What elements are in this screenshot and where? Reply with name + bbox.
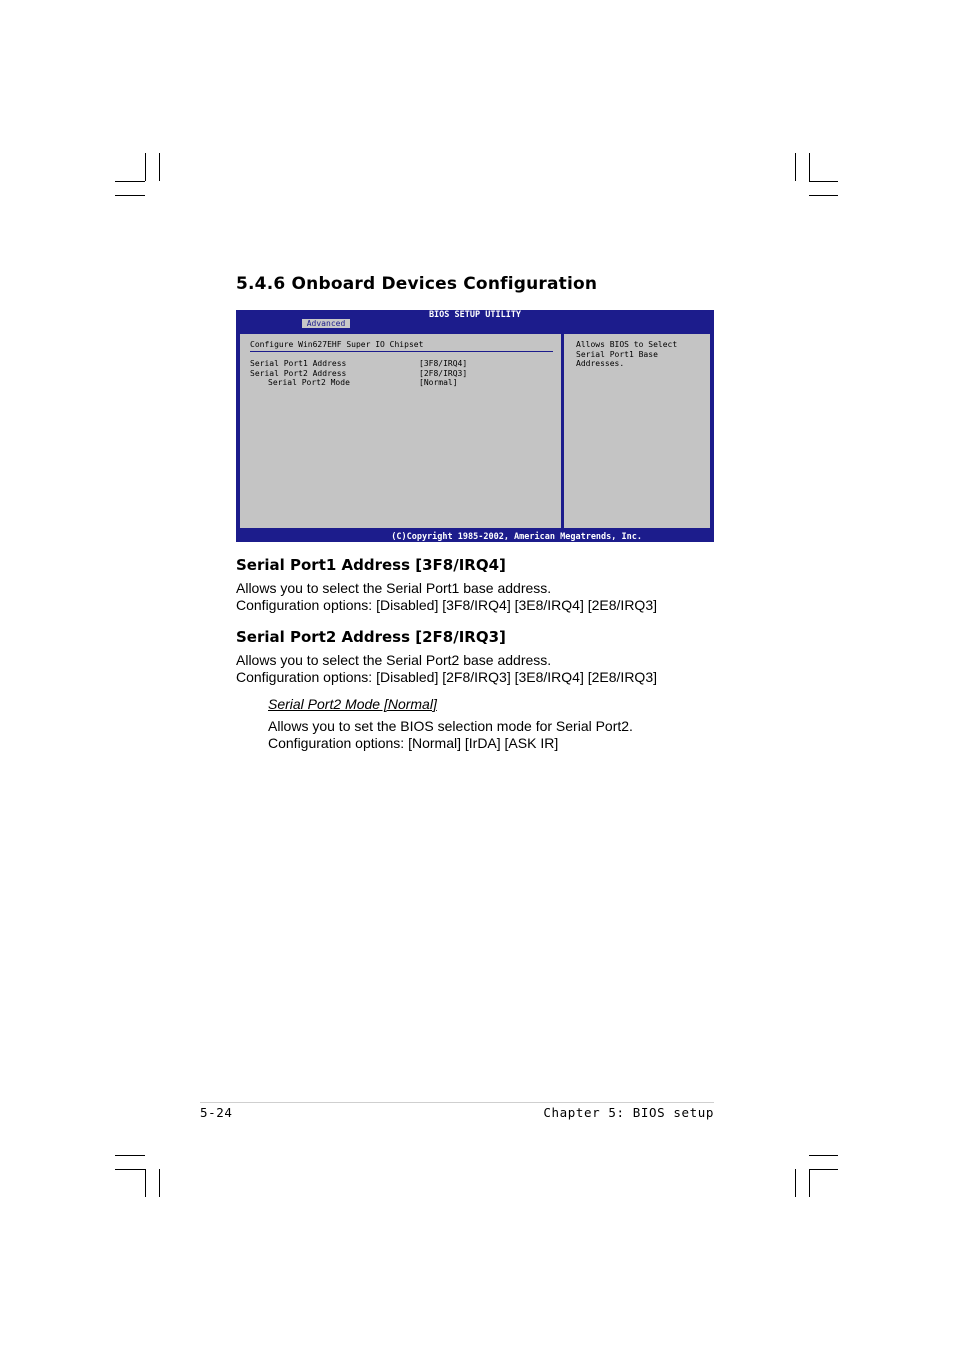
tab-advanced[interactable]: Advanced — [302, 319, 350, 328]
bios-copyright: (C)Copyright 1985-2002, American Megatrends, Inc. — [391, 532, 642, 542]
port1-description: Allows you to select the Serial Port1 base address. — [236, 580, 552, 596]
setting-value: [2F8/IRQ3] — [419, 368, 468, 378]
bios-footer — [236, 532, 714, 542]
footer-divider — [200, 1102, 714, 1103]
setting-label: Serial Port1 Address — [250, 359, 347, 368]
bios-help-text — [576, 340, 677, 369]
mode-heading: Serial Port2 Mode [Normal] — [268, 696, 437, 712]
crop-mark — [809, 181, 838, 182]
crop-mark — [795, 153, 796, 181]
crop-mark — [809, 1169, 838, 1170]
page-number: 5-24 — [200, 1105, 233, 1120]
crop-mark — [809, 195, 838, 196]
section-title: 5.4.6 Onboard Devices Configuration — [236, 274, 598, 294]
crop-mark — [115, 1155, 145, 1156]
help-line: Serial Port1 Base — [576, 349, 658, 359]
mode-options: Configuration options: [Normal] [IrDA] [ASK IR] — [268, 735, 559, 751]
bios-help-panel — [563, 333, 711, 529]
help-line: Addresses. — [576, 359, 625, 368]
crop-mark — [115, 181, 145, 182]
setting-label: Serial Port2 Address — [250, 368, 347, 378]
chapter-title: Chapter 5: BIOS setup — [543, 1105, 714, 1120]
bios-configure-label: Configure Win627EHF Super IO Chipset — [250, 340, 424, 349]
bios-screenshot — [236, 310, 714, 542]
crop-mark — [145, 153, 146, 181]
crop-mark — [159, 1169, 160, 1197]
crop-mark — [795, 1169, 796, 1197]
setting-value: [Normal] — [419, 378, 458, 387]
port2-options: Configuration options: [Disabled] [2F8/IRQ3] [3E8/IRQ4] [2E8/IRQ3] — [236, 669, 657, 685]
crop-mark — [809, 1169, 810, 1197]
crop-mark — [115, 195, 145, 196]
bios-header — [236, 310, 714, 329]
bios-title: BIOS SETUP UTILITY — [428, 310, 522, 320]
help-line: Allows BIOS to Select — [576, 340, 678, 349]
port1-options: Configuration options: [Disabled] [3F8/IRQ4] [3E8/IRQ4] [2E8/IRQ3] — [236, 597, 657, 613]
bios-body — [238, 332, 712, 530]
bios-settings-panel — [239, 333, 562, 529]
port2-heading: Serial Port2 Address [2F8/IRQ3] — [236, 628, 506, 646]
crop-mark — [159, 153, 160, 181]
crop-mark — [809, 153, 810, 181]
mode-description: Allows you to set the BIOS selection mode for Serial Port2. — [268, 718, 633, 734]
port1-heading: Serial Port1 Address [3F8/IRQ4] — [236, 556, 506, 574]
divider — [250, 351, 553, 352]
setting-label: Serial Port2 Mode — [268, 378, 350, 387]
setting-value: [3F8/IRQ4] — [419, 359, 468, 368]
crop-mark — [145, 1169, 146, 1197]
port2-description: Allows you to select the Serial Port2 base address. — [236, 652, 552, 668]
crop-mark — [809, 1155, 838, 1156]
crop-mark — [115, 1169, 145, 1170]
